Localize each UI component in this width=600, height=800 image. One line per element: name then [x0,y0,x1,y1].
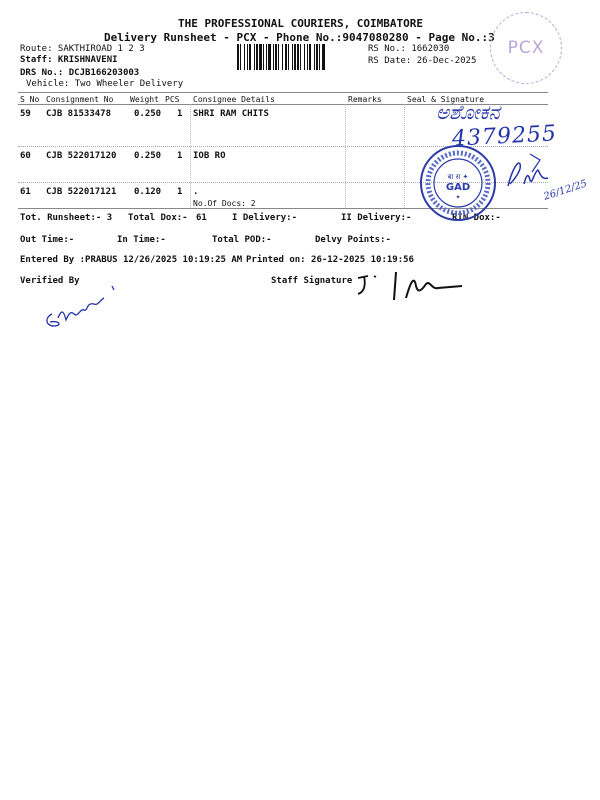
verified-by: Verified By [20,276,80,286]
ii-delivery: II Delivery:- [341,213,412,223]
pcx-stamp-text: PCX [507,38,545,58]
rs-date: RS Date: 26-Dec-2025 [368,56,477,66]
receiver-signature [500,150,560,200]
handwritten-phone: 4379255 [451,121,558,152]
col-sep [345,104,346,208]
row-pcs: 1 [177,151,183,161]
col-header-remarks: Remarks [348,95,382,104]
row-consignee: . [193,187,199,197]
row-weight: 0.120 [134,187,162,197]
drs-number: DRS No.: DCJB166203003 [20,68,140,78]
row-consignment: CJB 522017121 [46,187,117,197]
handwritten-date: 26/12/25 [542,178,589,203]
col-header-weight: Weight [130,95,159,104]
vehicle-label: Vehicle: Two Wheeler Delivery [26,79,184,89]
row-consignee: SHRI RAM CHITS [193,109,269,119]
row-sno: 60 [20,151,31,161]
row-sno: 61 [20,187,31,197]
col-header-pcs: PCS [165,95,180,104]
row-pcs: 1 [177,109,183,119]
in-time: In Time:- [117,235,166,245]
runsheet-subtitle: Delivery Runsheet - PCX - Phone No.:9047080280 - Page No.:3 [104,31,495,44]
i-delivery: I Delivery:- [232,213,298,223]
col-sep [404,104,405,208]
rs-number: RS No.: 1662030 [368,44,450,54]
col-header-seal: Seal & Signature [407,95,485,104]
col-header-consignee: Consignee Details [193,95,275,104]
barcode [237,44,365,70]
handwritten-name: ಅಶೋಕನ [436,100,500,124]
staff-signature [352,270,472,310]
delvy-points: Delvy Points:- [315,235,391,245]
row-consignment: CJB 522017120 [46,151,117,161]
total-dox-label: Total Dox:- [128,213,188,223]
pcx-stamp [490,12,562,84]
row-note: No.Of Docs: 2 [193,199,256,208]
table-top-rule [18,92,548,93]
route-label: Route: SAKTHIROAD 1 2 3 [20,44,145,54]
row-weight: 0.250 [134,109,162,119]
col-sep [190,104,191,208]
col-header-consignment: Consignment No [46,95,114,104]
row-consignment: CJB 81533478 [46,109,112,119]
printed-on: Printed on: 26-12-2025 10:19:56 [246,255,414,265]
staff-label: Staff: KRISHNAVENI [20,55,118,65]
row-consignee: IOB RO [193,151,226,161]
total-dox-value: 61 [196,213,207,223]
tot-runsheet: Tot. Runsheet:- 3 [20,213,113,223]
seal-center-text: GAD [445,182,471,193]
row-sno: 59 [20,109,31,119]
staff-signature-label: Staff Signature [271,276,353,286]
row-weight: 0.250 [134,151,162,161]
row-pcs: 1 [177,187,183,197]
svg-text:✦: ✦ [455,194,461,201]
rin-dox: RIN Dox:- [452,213,501,223]
entered-by: Entered By :PRABUS 12/26/2025 10:19:25 AM [20,255,243,265]
col-header-sno: S No [20,95,40,104]
verifier-signature [40,280,130,340]
total-pod: Total POD:- [212,235,272,245]
svg-text:बा स ✦: बा स ✦ [447,173,469,181]
company-title: THE PROFESSIONAL COURIERS, COIMBATORE [178,17,424,30]
out-time: Out Time:- [20,235,75,245]
bank-seal-stamp [418,143,498,223]
